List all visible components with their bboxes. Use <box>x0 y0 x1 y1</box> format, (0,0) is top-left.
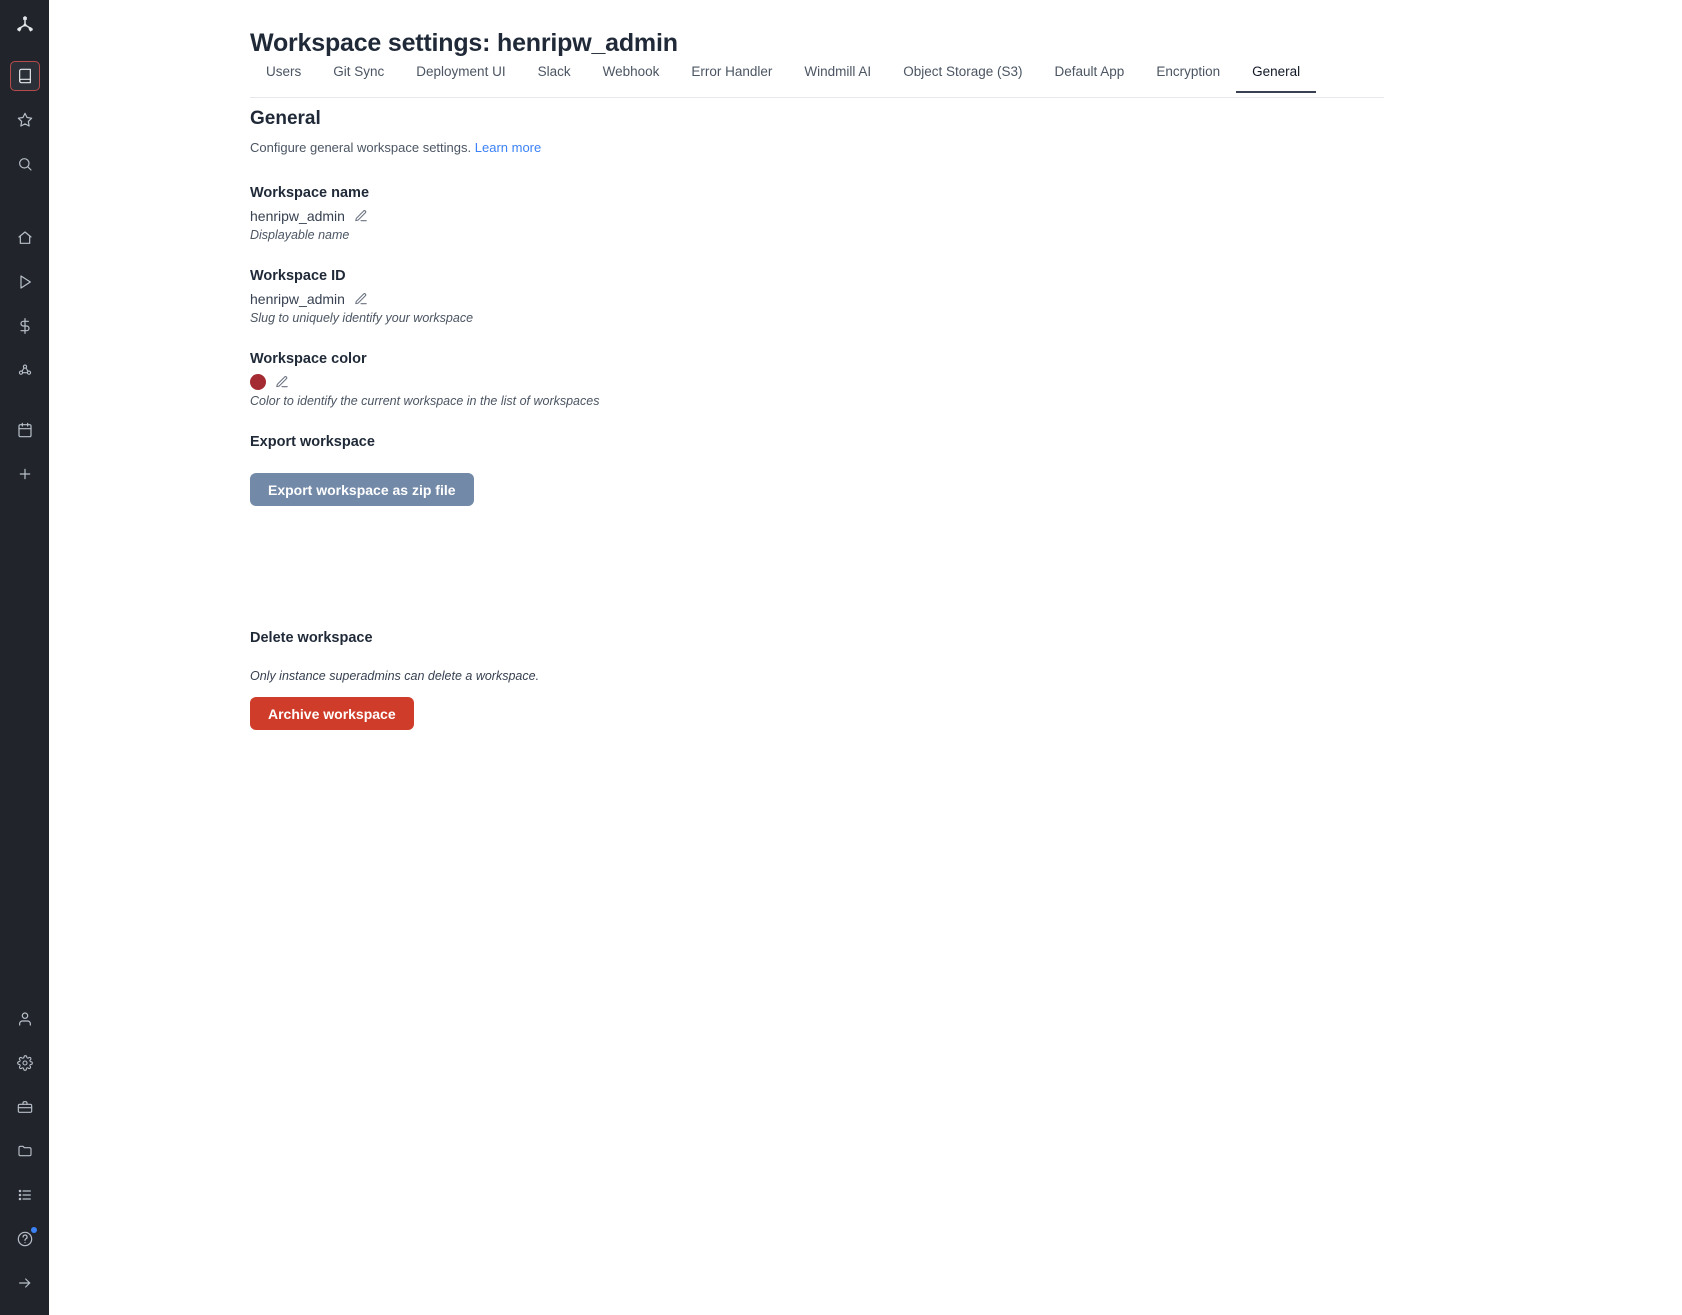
export-workspace-label: Export workspace <box>250 434 375 450</box>
workspace-id-field <box>250 268 1400 325</box>
tab-default-app[interactable]: Default App <box>1054 64 1125 79</box>
settings-tabs <box>250 64 1384 98</box>
workspace-color-hint: Color to identify the current workspace in the list of workspaces <box>250 394 600 408</box>
help-notification-badge <box>31 1227 37 1233</box>
tab-users[interactable]: Users <box>266 64 302 79</box>
tab-windmill-ai[interactable]: Windmill AI <box>804 64 872 79</box>
calendar-icon <box>17 422 33 438</box>
archive-workspace-button[interactable]: Archive workspace <box>250 697 414 730</box>
general-settings-panel <box>250 108 1400 730</box>
sidebar-item-settings[interactable] <box>10 1048 40 1078</box>
delete-workspace-label: Delete workspace <box>250 630 373 646</box>
workspace-color-field <box>250 351 1400 408</box>
tab-webhook[interactable]: Webhook <box>602 64 660 79</box>
sidebar-item-folders[interactable] <box>10 1136 40 1166</box>
sidebar-item-workspace[interactable] <box>10 61 40 91</box>
sidebar-item-variables[interactable] <box>10 311 40 341</box>
workspace-id-value: henripw_admin <box>250 291 345 307</box>
arrow-right-icon <box>17 1275 33 1291</box>
toolbox-icon <box>17 1099 33 1115</box>
search-icon <box>17 156 33 172</box>
sidebar-item-resources[interactable] <box>10 355 40 385</box>
sidebar-item-create[interactable] <box>10 459 40 489</box>
list-icon <box>17 1187 33 1203</box>
delete-workspace-hint: Only instance superadmins can delete a workspace. <box>250 669 540 683</box>
export-workspace-section <box>250 434 1400 506</box>
gear-icon <box>17 1055 33 1071</box>
tab-object-storage[interactable]: Object Storage (S3) <box>903 64 1023 79</box>
star-icon <box>17 112 33 128</box>
pencil-icon[interactable] <box>275 375 289 389</box>
user-icon <box>17 1011 33 1027</box>
sidebar-item-help[interactable] <box>10 1224 40 1254</box>
tab-deployment-ui[interactable]: Deployment UI <box>416 64 506 79</box>
sidebar-item-account[interactable] <box>10 1004 40 1034</box>
workspace-id-label: Workspace ID <box>250 268 346 284</box>
workspace-name-value: henripw_admin <box>250 208 345 224</box>
tab-slack[interactable]: Slack <box>537 64 571 79</box>
pencil-icon[interactable] <box>354 292 368 306</box>
tab-git-sync[interactable]: Git Sync <box>333 64 385 79</box>
section-heading: General <box>250 108 321 129</box>
learn-more-link[interactable]: Learn more <box>474 140 542 155</box>
section-description <box>250 140 1400 155</box>
tab-general[interactable]: General <box>1236 64 1316 93</box>
sidebar <box>0 0 49 1315</box>
section-description-text: Configure general workspace settings. <box>250 140 472 155</box>
help-circle-icon <box>17 1231 33 1247</box>
page-title: Workspace settings: henripw_admin <box>250 28 678 57</box>
workspace-color-value-row <box>250 374 1400 390</box>
delete-workspace-section <box>250 630 1400 730</box>
windmill-logo-icon[interactable] <box>10 10 40 40</box>
play-icon <box>17 274 33 290</box>
workspace-name-value-row <box>250 208 1400 224</box>
book-icon <box>17 68 33 84</box>
pencil-icon[interactable] <box>354 209 368 223</box>
sidebar-item-favorites[interactable] <box>10 105 40 135</box>
plus-icon <box>17 466 33 482</box>
sidebar-item-schedules[interactable] <box>10 415 40 445</box>
workspace-id-hint: Slug to uniquely identify your workspace <box>250 311 474 325</box>
workspace-color-swatch[interactable] <box>250 374 266 390</box>
workspace-name-field <box>250 185 1400 242</box>
main-content <box>49 0 1682 1315</box>
workspace-name-label: Workspace name <box>250 185 370 201</box>
hexagon-share-icon <box>17 362 33 378</box>
home-icon <box>17 230 33 246</box>
sidebar-item-audit-logs[interactable] <box>10 1180 40 1210</box>
workspace-id-value-row <box>250 291 1400 307</box>
sidebar-item-home[interactable] <box>10 223 40 253</box>
sidebar-item-runs[interactable] <box>10 267 40 297</box>
dollar-icon <box>17 318 33 334</box>
sidebar-item-workers[interactable] <box>10 1092 40 1122</box>
workspace-color-label: Workspace color <box>250 351 367 367</box>
tab-error-handler[interactable]: Error Handler <box>691 64 773 79</box>
workspace-name-hint: Displayable name <box>250 228 350 242</box>
sidebar-item-collapse[interactable] <box>10 1268 40 1298</box>
export-workspace-button[interactable]: Export workspace as zip file <box>250 473 474 506</box>
tab-encryption[interactable]: Encryption <box>1156 64 1221 79</box>
folder-icon <box>17 1143 33 1159</box>
sidebar-item-search[interactable] <box>10 149 40 179</box>
